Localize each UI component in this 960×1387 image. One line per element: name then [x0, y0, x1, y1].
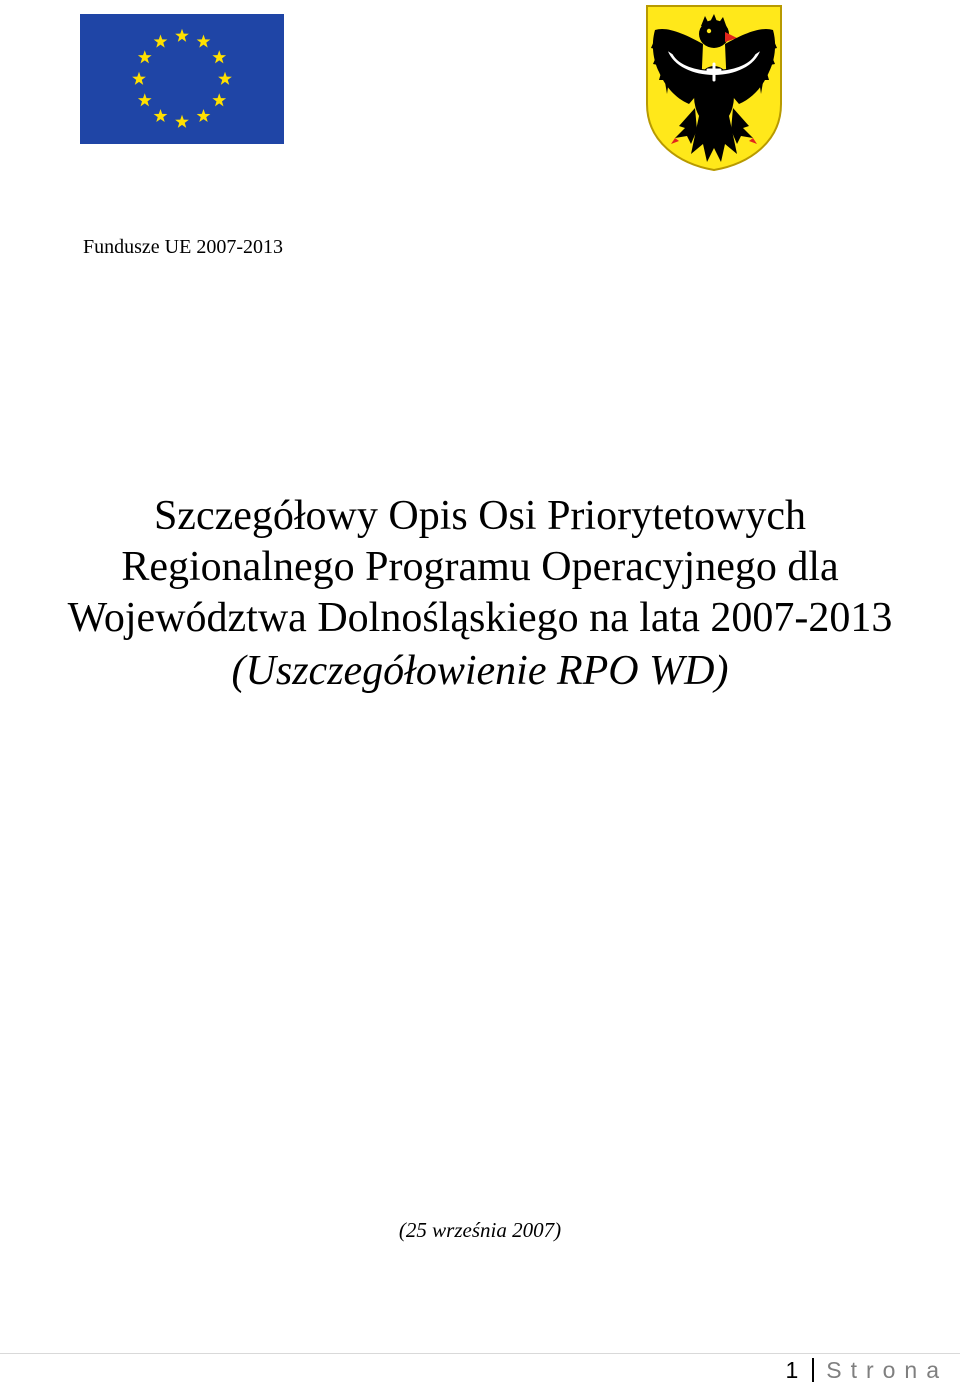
document-title-line-3: Województwa Dolnośląskiego na lata 2007-2013 [67, 595, 893, 641]
silesian-eagle-coat-of-arms-icon [645, 4, 783, 172]
document-title-block [0, 491, 960, 698]
page-word: Strona [826, 1356, 948, 1383]
page-footer [785, 1356, 948, 1384]
page-number: 1 [785, 1356, 799, 1383]
document-subtitle: (Uszczegółowienie RPO WD) [231, 648, 729, 694]
document-title-line-2: Regionalnego Programu Operacyjnego dla [121, 544, 839, 590]
footer-divider [0, 1353, 960, 1354]
series-label: Fundusze UE 2007-2013 [83, 236, 283, 258]
document-title-line-1: Szczegółowy Opis Osi Priorytetowych [153, 493, 807, 539]
footer-separator [812, 1358, 814, 1382]
document-date: (25 września 2007) [398, 1218, 562, 1242]
eu-flag-icon [80, 14, 284, 144]
